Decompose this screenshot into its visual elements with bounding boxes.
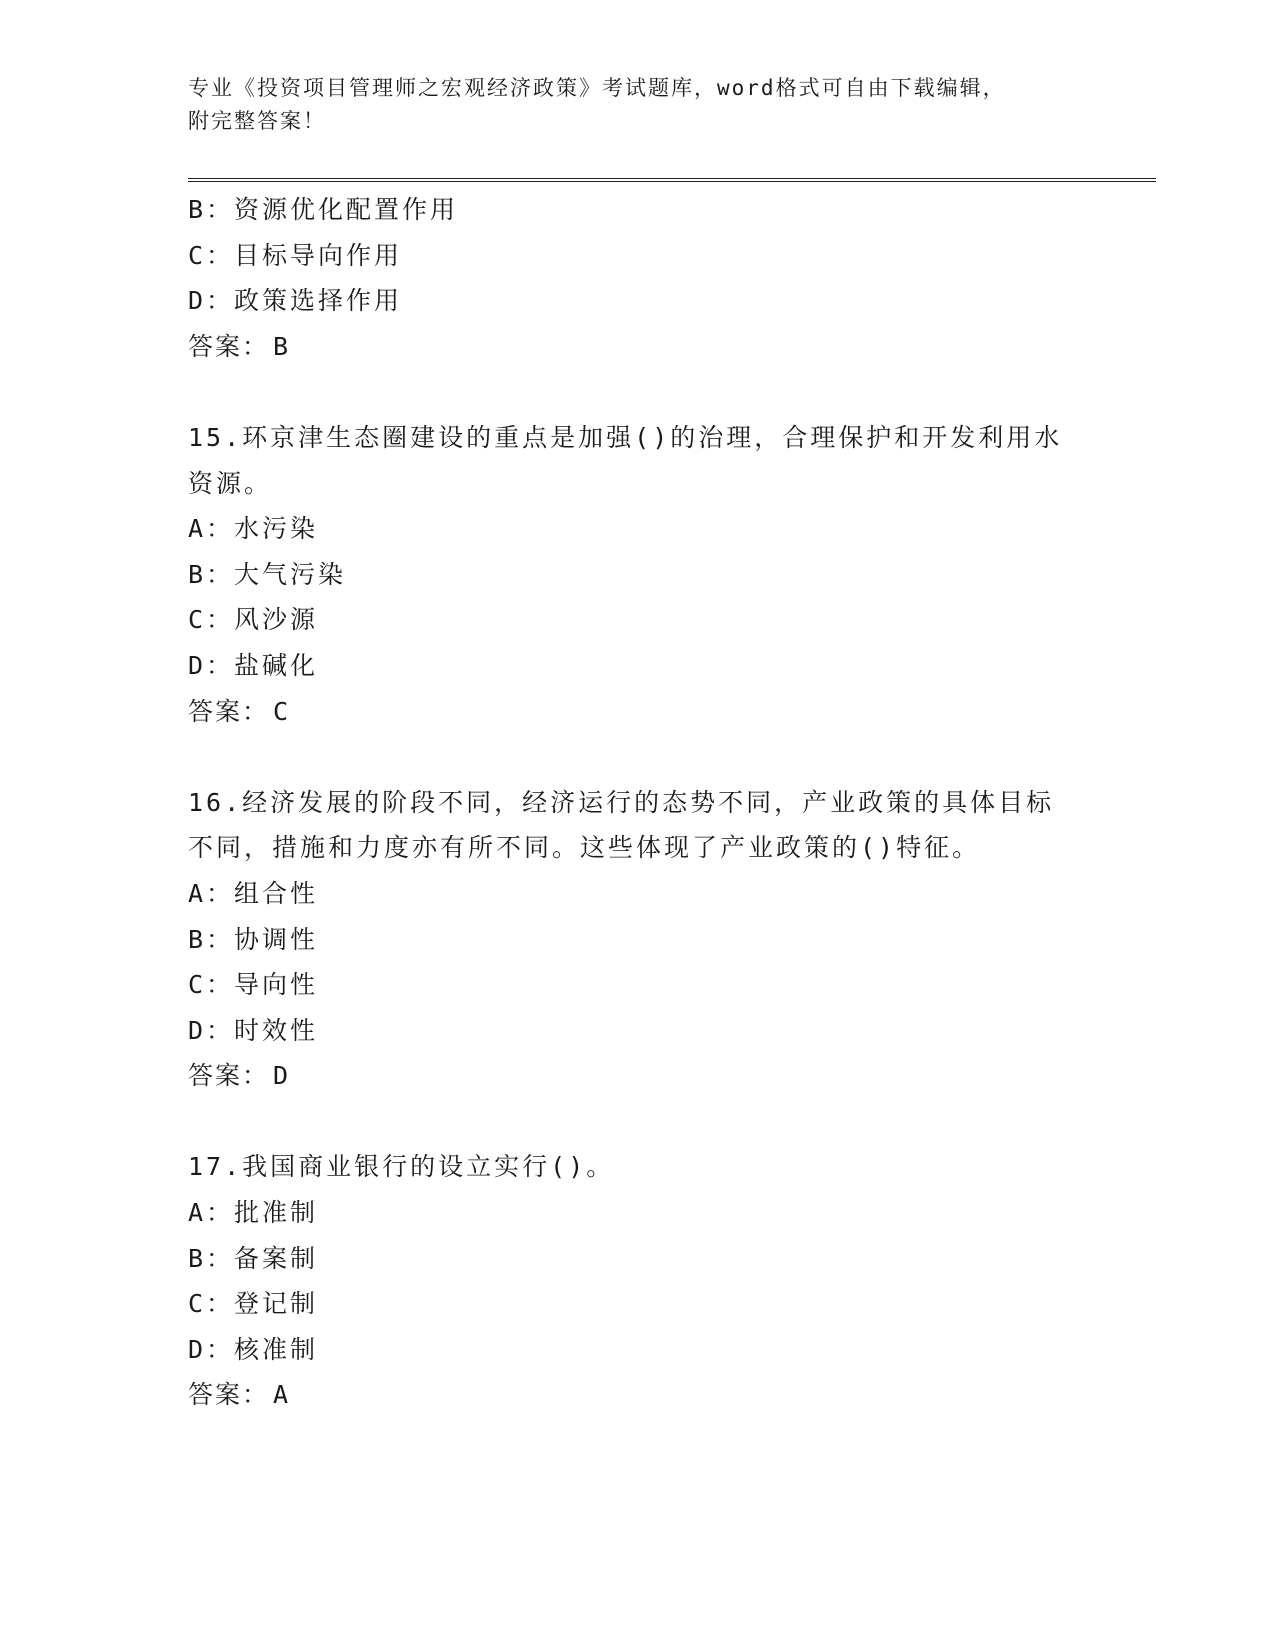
option-b: B：资源优化配置作用 [188,195,459,224]
option-b: B：大气污染 [188,559,347,589]
option-a: A：批准制 [188,1198,319,1228]
question-16 [188,780,1088,1099]
answer-line [188,1372,1088,1418]
question-14-continued [188,187,1088,369]
answer-line [188,324,1088,370]
header-line-2: 附完整答案！ [188,109,326,133]
option-d: D：时效性 [188,1015,319,1045]
answer-value: C [273,696,291,726]
question-text-line: 不同，措施和力度亦有所不同。这些体现了产业政策的()特征。 [188,833,981,863]
spacer [188,1099,1088,1145]
option-d: D：核准制 [188,1334,319,1364]
answer-value: D [273,1061,291,1091]
spacer [188,369,1088,415]
question-text [188,780,1088,871]
option-c: C：导向性 [188,970,319,1000]
answer-label: 答案： [188,1380,270,1410]
question-text [188,1144,1088,1190]
option-c: C：登记制 [188,1289,319,1319]
answer-label: 答案： [188,696,270,726]
option-a: A：组合性 [188,878,319,908]
question-text-line: 17.我国商业银行的设立实行()。 [188,1152,615,1182]
answer-label: 答案： [188,1061,270,1091]
question-text-line: 资源。 [188,468,273,498]
option-b: B：协调性 [188,924,319,954]
question-text [188,415,1088,506]
question-text-line: 15.环京津生态圈建设的重点是加强()的治理，合理保护和开发利用水 [188,422,1063,452]
option-a: A：水污染 [188,514,319,544]
option-c: C：风沙源 [188,605,319,635]
question-text-line: 16.经济发展的阶段不同，经济运行的态势不同，产业政策的具体目标 [188,787,1055,817]
option-b: B：备案制 [188,1243,319,1273]
answer-line [188,689,1088,735]
option-d: D：盐碱化 [188,650,319,680]
spacer [188,734,1088,780]
question-15 [188,415,1088,734]
answer-line [188,1053,1088,1099]
answer-label: 答案： [188,331,270,361]
answer-value: B [273,331,291,361]
page-header [188,72,1068,138]
header-double-rule [188,178,1156,182]
option-d: D：政策选择作用 [188,286,403,316]
option-c: C：目标导向作用 [188,240,403,270]
header-line-1: 专业《投资项目管理师之宏观经济政策》考试题库，word格式可自由下载编辑， [188,76,1006,100]
question-17 [188,1144,1088,1418]
question-list [188,187,1088,1418]
answer-value: A [273,1380,291,1410]
